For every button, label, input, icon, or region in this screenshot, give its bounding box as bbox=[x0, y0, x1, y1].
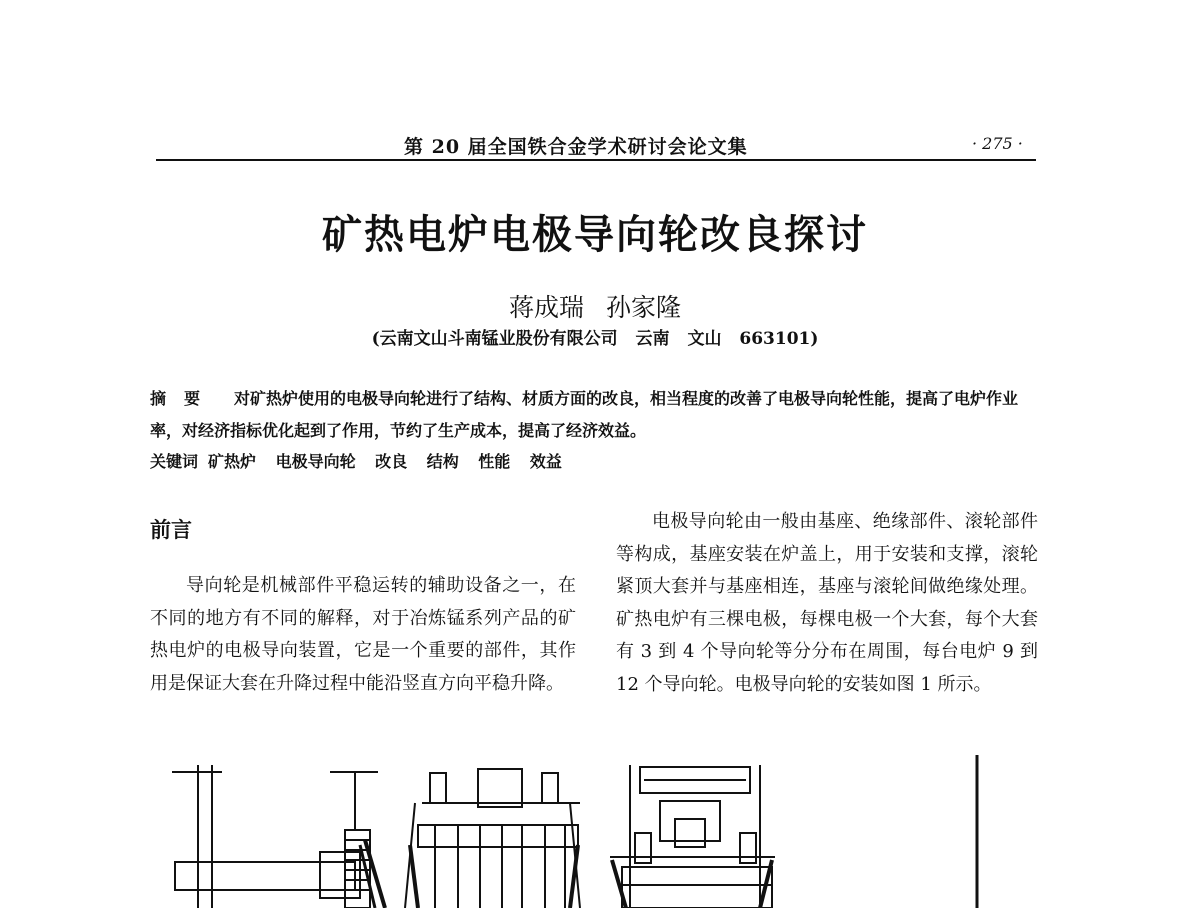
abstract-label: 摘要 bbox=[150, 389, 219, 408]
keywords bbox=[150, 446, 1040, 478]
affiliation: (云南文山斗南锰业股份有限公司 云南 文山 663101) bbox=[371, 329, 819, 349]
keywords-label: 关键词 bbox=[150, 452, 199, 471]
header-rule bbox=[156, 159, 1036, 161]
keywords-text: 矿热炉 电极导向轮 改良 结构 性能 效益 bbox=[208, 452, 562, 471]
page-number: · 275 · bbox=[972, 134, 1023, 153]
figure-panel-middle bbox=[405, 769, 580, 908]
authors: 蒋成瑞 孙家隆 bbox=[509, 293, 681, 322]
figure-1-drawing bbox=[160, 755, 990, 908]
abstract-text: 对矿热炉使用的电极导向轮进行了结构、材质方面的改良，相当程度的改善了电极导向轮性能，提高了电炉作业率，对经济指标优化起到了作用，节约了生产成本，提高了经济效益。 bbox=[150, 389, 1019, 440]
figure-panel-left bbox=[172, 765, 385, 908]
paper-title: 矿热电炉电极导向轮改良探讨 bbox=[322, 212, 868, 258]
paragraph: 电极导向轮由一般由基座、绝缘部件、滚轮部件等构成，基座安装在炉盖上，用于安装和支撑，滚轮紧顶大套并与基座相连，基座与滚轮间做绝缘处理。矿热电炉有三棵电极，每棵电极一个大套，每个大套有 3 到 4 个导向轮等分分布在周围，每台电炉 9 到 12 个导向轮。电极导向轮的安装如图 1 所示。 bbox=[616, 511, 1038, 695]
figure-panel-right bbox=[610, 765, 775, 908]
body-column-right bbox=[616, 506, 1038, 701]
body-column-left bbox=[150, 570, 576, 700]
paragraph: 导向轮是机械部件平稳运转的辅助设备之一，在不同的地方有不同的解释，对于冶炼锰系列产品的矿热电炉的电极导向装置，它是一个重要的部件，其作用是保证大套在升降过程中能沿竖直方向平稳升降。 bbox=[150, 575, 576, 694]
running-header-title: 第 20 届全国铁合金学术研讨会论文集 bbox=[404, 136, 748, 158]
section-title: 前言 bbox=[150, 518, 192, 542]
abstract bbox=[150, 383, 1040, 447]
